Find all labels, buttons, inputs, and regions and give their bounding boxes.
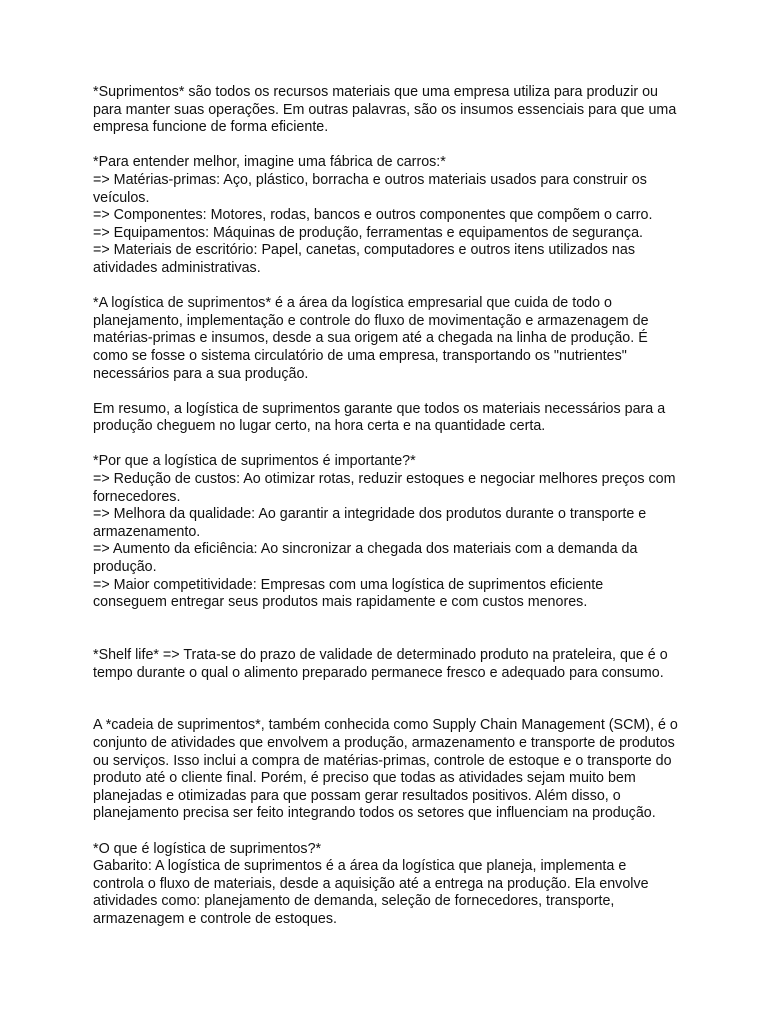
- text-line: conjunto de atividades que envolvem a produção, armazenamento e transporte de produtos: [93, 734, 675, 751]
- paragraph-suprimentos-definition: [93, 84, 683, 137]
- text-line: *O que é logística de suprimentos?*: [93, 840, 322, 857]
- text-line: A *cadeia de suprimentos*, também conhecida como Supply Chain Management (SCM), é o: [93, 717, 678, 734]
- text-line: veículos.: [93, 189, 150, 206]
- paragraph-importance: [93, 453, 683, 611]
- text-line: atividades administrativas.: [93, 259, 261, 276]
- text-line: => Equipamentos: Máquinas de produção, ferramentas e equipamentos de segurança.: [93, 224, 643, 241]
- text-line: fornecedores.: [93, 488, 181, 505]
- paragraph-supply-chain: [93, 717, 683, 823]
- paragraph-shelf-life: [93, 647, 683, 682]
- text-line: controla o fluxo de materiais, desde a aquisição até a entrega na produção. Ela envolve: [93, 875, 649, 892]
- paragraph-summary: [93, 401, 683, 436]
- text-line: => Maior competitividade: Empresas com uma logística de suprimentos eficiente: [93, 576, 604, 593]
- paragraph-spacer: [93, 436, 683, 454]
- text-line: Gabarito: A logística de suprimentos é a área da logística que planeja, implementa e: [93, 858, 627, 875]
- text-line: planejamento, implementação e controle do fluxo de movimentação e armazenagem de: [93, 312, 649, 329]
- text-line: *A logística de suprimentos* é a área da logística empresarial que cuida de todo o: [93, 295, 612, 312]
- text-line: => Redução de custos: Ao otimizar rotas, reduzir estoques e negociar melhores preços com: [93, 471, 676, 488]
- text-line: => Melhora da qualidade: Ao garantir a integridade dos produtos durante o transporte e: [93, 506, 647, 523]
- text-line: *Suprimentos* são todos os recursos materiais que uma empresa utiliza para produzir ou: [93, 84, 659, 100]
- text-line: planejadas e otimizadas para que possam gerar resultados positivos. Além disso, o: [93, 787, 621, 804]
- text-line: planejamento precisa ser feito integrando todos os setores que influenciam na produção.: [93, 805, 656, 822]
- text-line: conseguem entregar seus produtos mais rapidamente e com custos menores.: [93, 594, 588, 611]
- paragraph-spacer: [93, 682, 683, 717]
- text-line: => Aumento da eficiência: Ao sincronizar a chegada dos materiais com a demanda da: [93, 541, 638, 558]
- text-line: => Materiais de escritório: Papel, canetas, computadores e outros itens utilizados nas: [93, 242, 635, 259]
- text-line: empresa funcione de forma eficiente.: [93, 119, 329, 136]
- text-line: produto até o cliente final. Porém, é preciso que todas as atividades sejam muito bem: [93, 770, 636, 787]
- text-line: armazenamento.: [93, 523, 201, 540]
- text-line: *Por que a logística de suprimentos é importante?*: [93, 453, 416, 470]
- paragraph-car-factory-example: [93, 154, 683, 277]
- text-line: necessários para a sua produção.: [93, 365, 309, 382]
- text-line: produção cheguem no lugar certo, na hora certa e na quantidade certa.: [93, 418, 546, 435]
- text-line: armazenagem e controle de estoques.: [93, 910, 337, 927]
- text-line: Em resumo, a logística de suprimentos garante que todos os materiais necessários para a: [93, 400, 666, 417]
- text-line: atividades como: planejamento de demanda, seleção de fornecedores, transporte,: [93, 893, 615, 910]
- paragraph-answer-key: [93, 841, 683, 929]
- paragraph-spacer: [93, 278, 683, 296]
- text-line: como se fosse o sistema circulatório de uma empresa, transportando os "nutrientes": [93, 347, 627, 364]
- text-line: matérias-primas e insumos, desde a sua origem até a chegada na linha de produção. É: [93, 330, 648, 347]
- paragraph-spacer: [93, 137, 683, 155]
- paragraph-logistica-definition: [93, 295, 683, 383]
- text-line: => Componentes: Motores, rodas, bancos e outros componentes que compõem o carro.: [93, 207, 653, 224]
- text-line: produção.: [93, 559, 157, 576]
- text-line: ou serviços. Isso inclui a compra de matérias-primas, controle de estoque e o transporte do: [93, 752, 672, 769]
- document-page: [93, 84, 683, 929]
- text-line: => Matérias-primas: Aço, plástico, borracha e outros materiais usados para construir os: [93, 171, 647, 188]
- text-line: *Shelf life* => Trata-se do prazo de validade de determinado produto na prateleira, que é o: [93, 647, 668, 663]
- text-line: para manter suas operações. Em outras palavras, são os insumos essenciais para que uma: [93, 101, 677, 118]
- paragraph-spacer: [93, 612, 683, 647]
- text-line: tempo durante o qual o alimento preparado permanece fresco e adequado para consumo.: [93, 664, 664, 681]
- paragraph-spacer: [93, 823, 683, 841]
- text-line: *Para entender melhor, imagine uma fábrica de carros:*: [93, 154, 446, 171]
- paragraph-spacer: [93, 383, 683, 401]
